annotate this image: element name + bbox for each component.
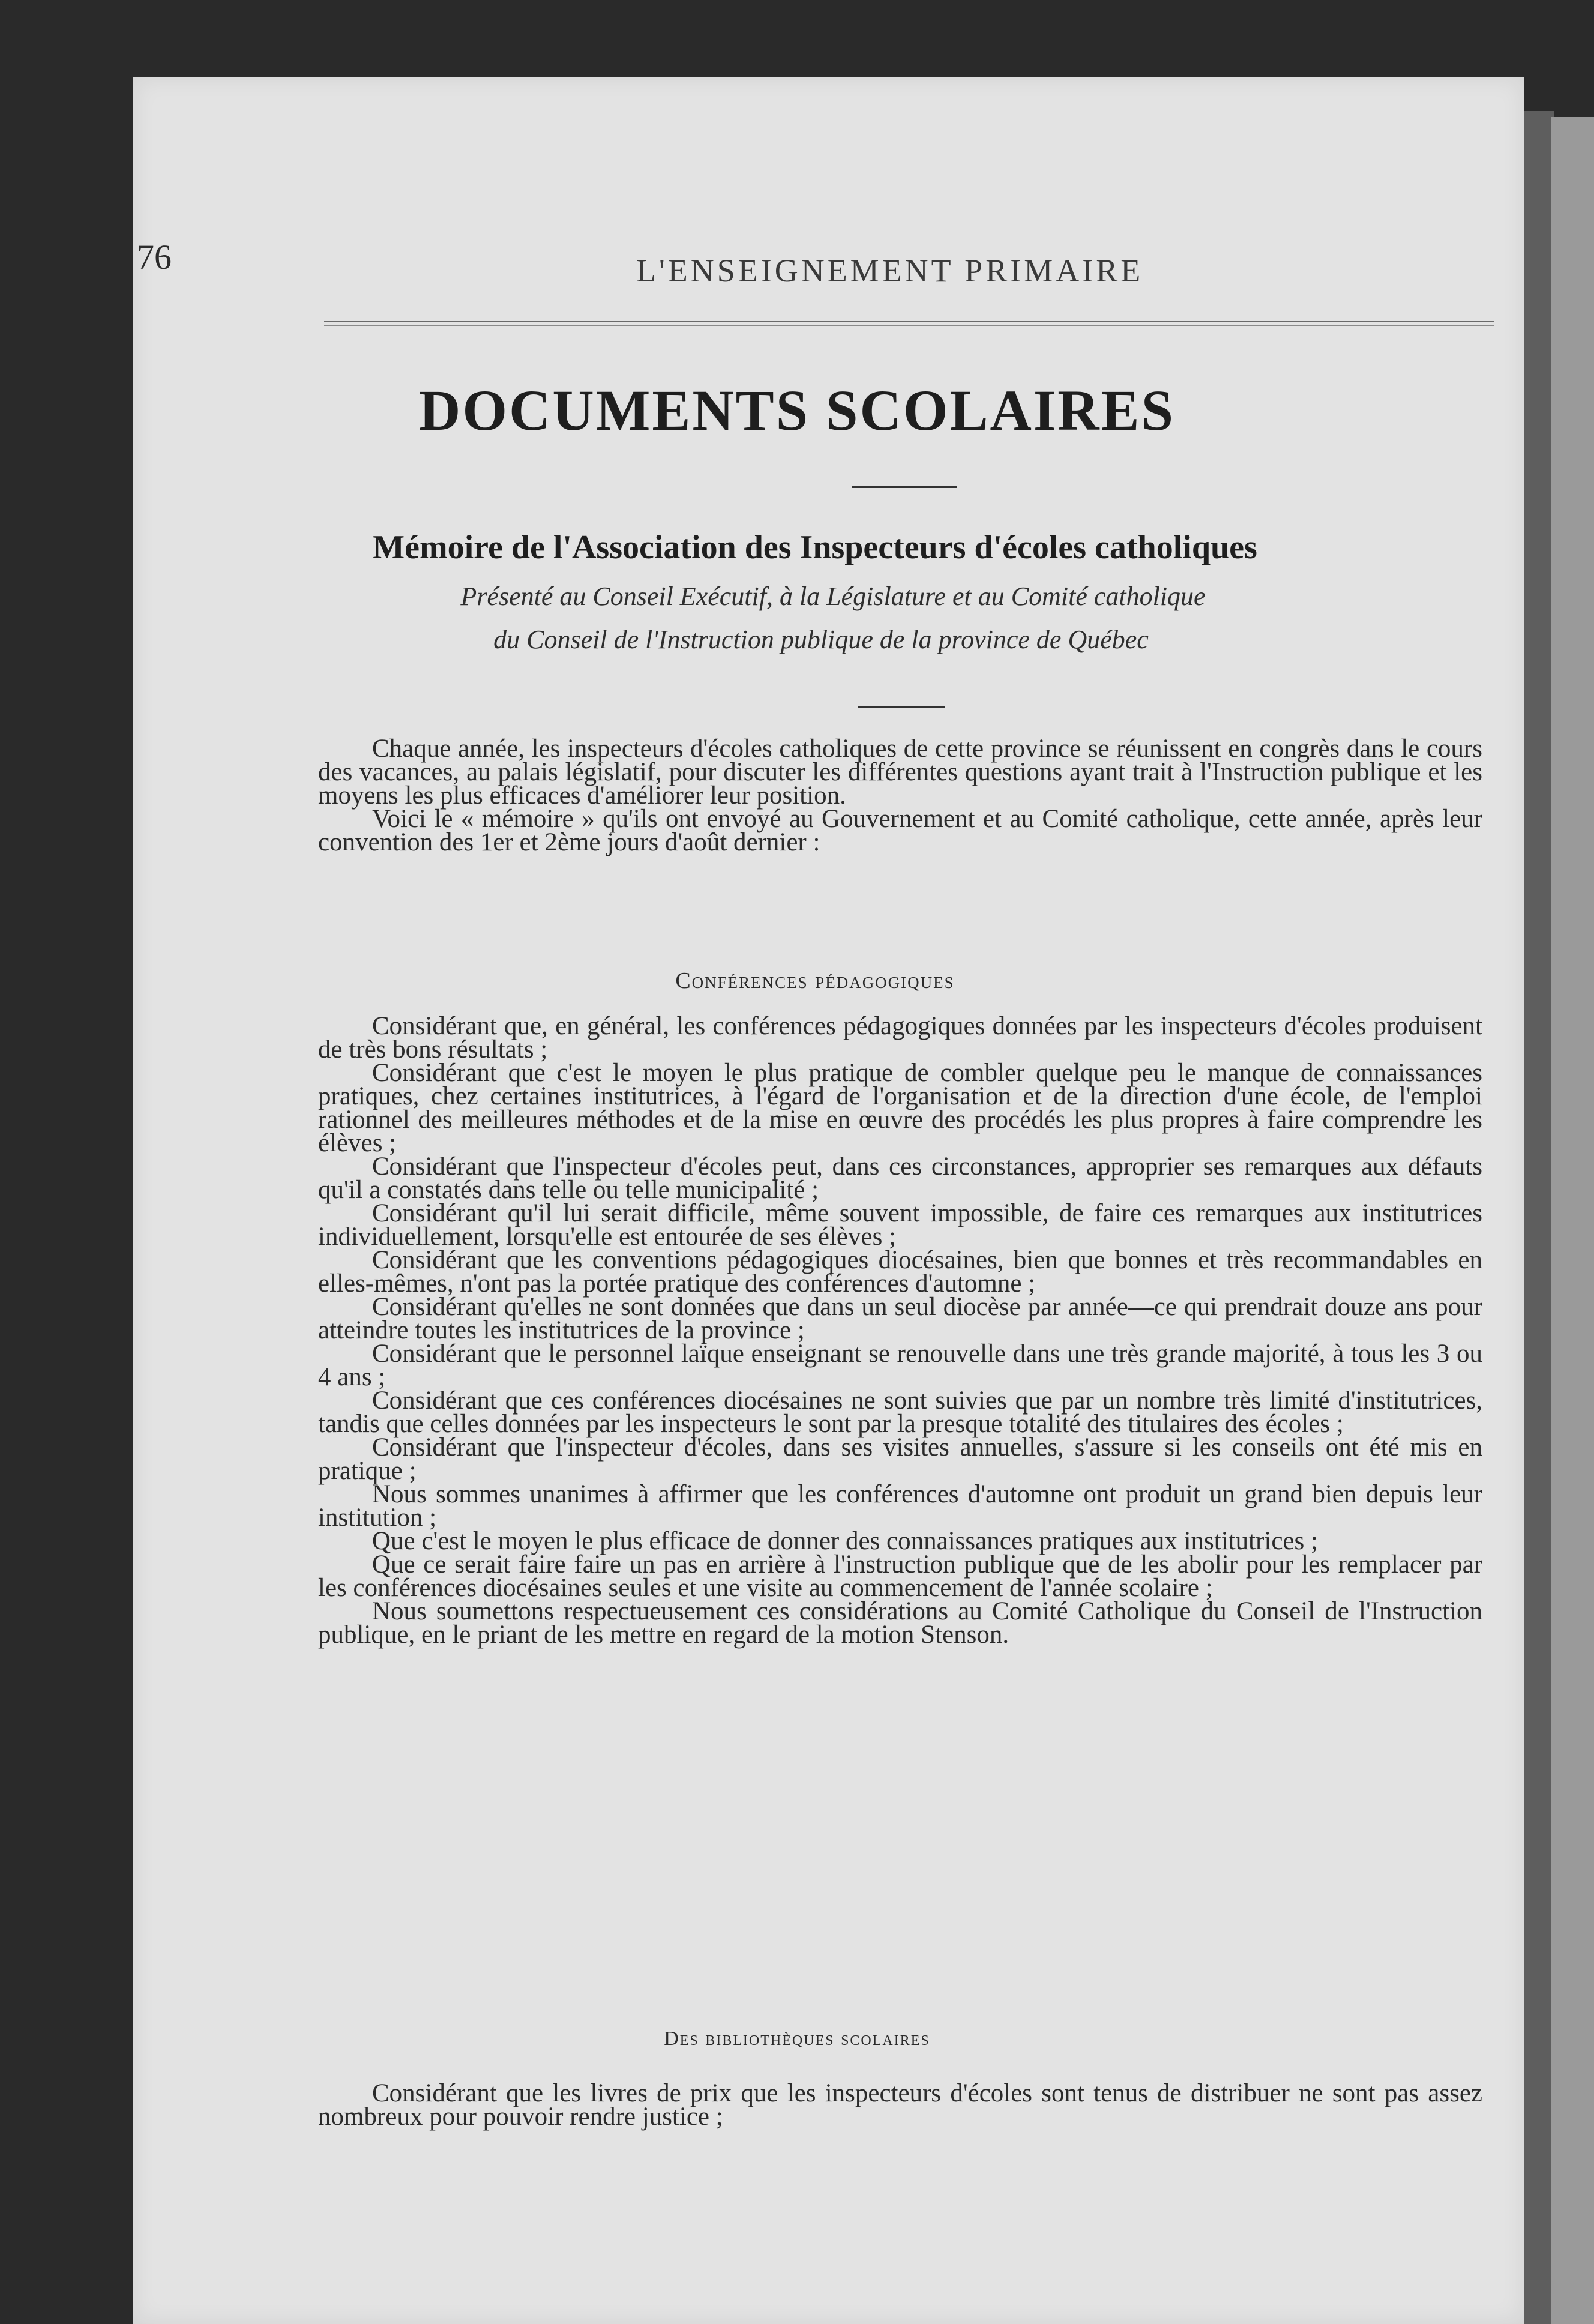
- title-divider: [852, 486, 957, 488]
- subtitle-line-2: du Conseil de l'Instruction publique de la province de Québec: [493, 625, 1149, 654]
- paragraph: Que ce serait faire faire un pas en arrière à l'instruction publique que de les abolir pour les remplacer par les conférences diocésaines seules et une visite au commencement de l'année scolaire ;: [318, 1550, 1482, 1602]
- subtitle-divider: [858, 706, 945, 708]
- section-heading-bibliotheques: Des bibliothèques scolaires: [664, 2027, 930, 2050]
- intro-paragraph: Voici le « mémoire » qu'ils ont envoyé au Gouvernement et au Comité catholique, cette année, après leur convention des 1er et 2ème jours d'août dernier :: [318, 805, 1482, 856]
- main-title: DOCUMENTS SCOLAIRES: [419, 378, 1175, 442]
- paragraph: Que c'est le moyen le plus efficace de donner des connaissances pratiques aux institutrices ;: [372, 1527, 1318, 1555]
- section-heading-conferences: Conférences pédagogiques: [675, 968, 955, 993]
- paragraph: Considérant que l'inspecteur d'écoles, dans ses visites annuelles, s'assure si les conseils ont été mis en pratique ;: [318, 1433, 1482, 1485]
- header-rule: [324, 321, 1494, 326]
- paragraph: Considérant que l'inspecteur d'écoles peut, dans ces circonstances, approprier ses remarques aux défauts qu'il a constatés dans telle ou telle municipalité ;: [318, 1152, 1482, 1204]
- paragraph: Considérant qu'il lui serait difficile, même souvent impossible, de faire ces remarques aux institutrices individuellement, lorsqu'elle est entourée de ses élèves ;: [318, 1199, 1482, 1251]
- paragraph: Considérant que ces conférences diocésaines ne sont suivies que par un nombre très limité d'institutrices, tandis que celles données par les inspecteurs le sont par la presque totalité des titulaires des écoles ;: [318, 1386, 1482, 1438]
- intro-paragraph: Chaque année, les inspecteurs d'écoles catholiques de cette province se réunissent en congrès dans le cours des vacances, au palais législatif, pour discuter les différentes questions ayant trait à l'Instruction publique et les moyens les plus efficaces d'améliorer leur position.: [318, 735, 1482, 810]
- paragraph: Nous soumettons respectueusement ces considérations au Comité Catholique du Conseil de l'Instruction publique, en le priant de les mettre en regard de la motion Stenson.: [318, 1597, 1482, 1649]
- running-title: L'ENSEIGNEMENT PRIMAIRE: [636, 253, 1144, 289]
- paragraph: Considérant que les livres de prix que les inspecteurs d'écoles sont tenus de distribuer ne sont pas assez nombreux pour pouvoir rendre justice ;: [318, 2079, 1482, 2131]
- page-number: 76: [137, 238, 172, 277]
- memo-title: Mémoire de l'Association des Inspecteurs d'écoles catholiques: [373, 529, 1257, 566]
- section-bibliotheques-text: [318, 2079, 1482, 2131]
- paragraph: Considérant que, en général, les conférences pédagogiques données par les inspecteurs d'écoles produisent de très bons résultats ;: [318, 1012, 1482, 1064]
- adjacent-page: [1551, 117, 1594, 2324]
- paragraph: Considérant que c'est le moyen le plus pratique de combler quelque peu le manque de connaissances pratiques, chez certaines institutrices, à l'égard de l'organisation et de la direction d'une école, de l'emploi rationnel des meilleures méthodes et de la mise en œuvre des procédés les plus propres à faire comprendre les élèves ;: [318, 1059, 1482, 1157]
- section-conferences-text: [318, 1012, 1482, 1649]
- intro-text: [318, 737, 1482, 854]
- paragraph: Considérant qu'elles ne sont données que dans un seul diocèse par année—ce qui prendrait douze ans pour atteindre toutes les institutrices de la province ;: [318, 1293, 1482, 1344]
- paragraph: Considérant que les conventions pédagogiques diocésaines, bien que bonnes et très recommandables en elles-mêmes, n'ont pas la portée pratique des conférences d'automne ;: [318, 1246, 1482, 1298]
- subtitle-line-1: Présenté au Conseil Exécutif, à la Législature et au Comité catholique: [460, 582, 1206, 611]
- paragraph: Considérant que le personnel laïque enseignant se renouvelle dans une très grande majorité, à tous les 3 ou 4 ans ;: [318, 1340, 1482, 1391]
- paragraph: Nous sommes unanimes à affirmer que les conférences d'automne ont produit un grand bien depuis leur institution ;: [318, 1480, 1482, 1532]
